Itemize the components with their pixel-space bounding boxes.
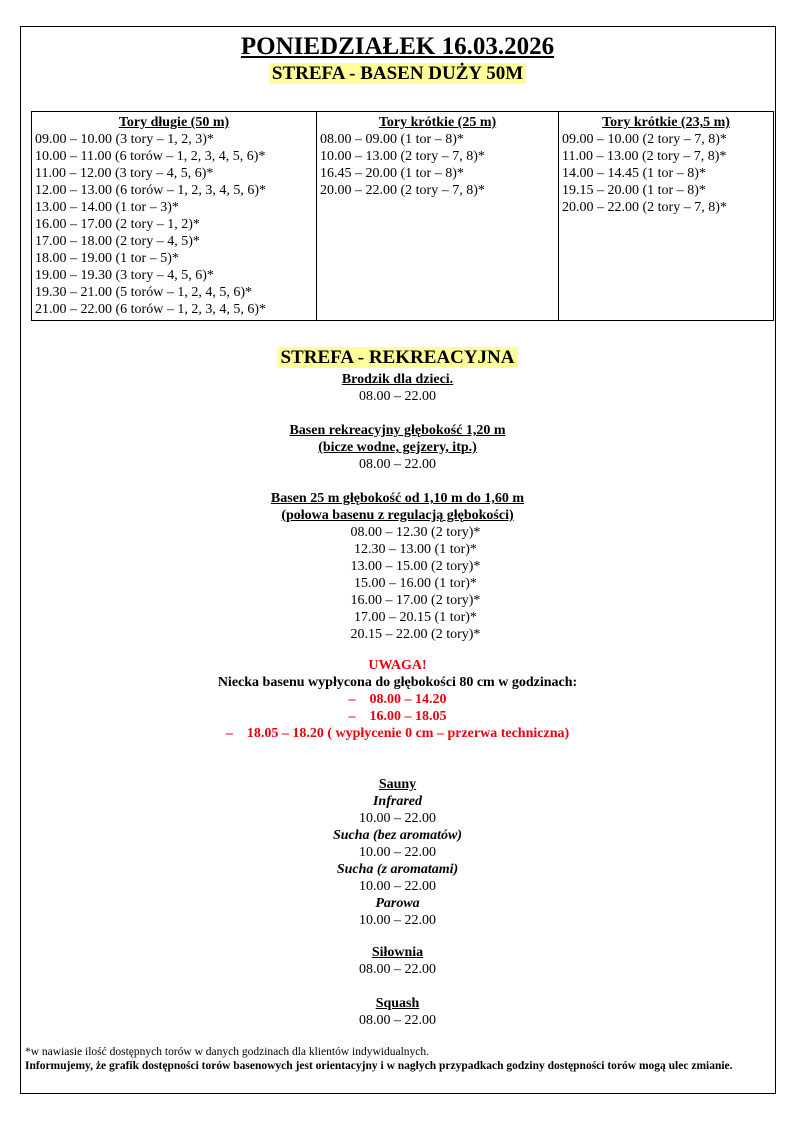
lane-row: 12.00 – 13.00 (6 torów – 1, 2, 3, 4, 5, 6)*: [35, 183, 266, 198]
section-title: Basen 25 m głębokość od 1,10 m do 1,60 m: [270, 491, 525, 506]
brodzik-section: [0, 371, 795, 405]
lane-row: 19.30 – 21.00 (5 torów – 1, 2, 4, 5, 6)*: [35, 285, 252, 300]
lane-row: 16.00 – 17.00 (2 tory)*: [350, 593, 481, 608]
section-hours: 08.00 – 22.00: [359, 457, 436, 472]
lane-row: 18.00 – 19.00 (1 tor – 5)*: [35, 251, 179, 266]
lane-row: 12.30 – 13.00 (1 tor)*: [354, 542, 477, 557]
pool-25m-section: [0, 490, 795, 643]
section-hours: 08.00 – 22.00: [359, 962, 436, 977]
lane-row: 08.00 – 09.00 (1 tor – 8)*: [320, 132, 464, 147]
sauna-name: Sucha (z aromatami): [336, 862, 459, 877]
section-hours: 10.00 – 22.00: [359, 913, 436, 928]
zone-heading-pool-50m: [0, 62, 795, 86]
lane-row: 21.00 – 22.00 (6 torów – 1, 2, 3, 4, 5, 6)*: [35, 302, 266, 317]
warning-title: UWAGA!: [368, 658, 427, 673]
lanes-column-short-25: [317, 112, 559, 321]
lane-row: 20.00 – 22.00 (2 tory – 7, 8)*: [320, 183, 485, 198]
warning-section: [0, 657, 795, 742]
lane-row: 17.00 – 20.15 (1 tor)*: [354, 610, 477, 625]
lane-row: 19.15 – 20.00 (1 tor – 8)*: [562, 183, 706, 198]
footnote: [25, 1045, 775, 1073]
lane-row: 08.00 – 12.30 (2 tory)*: [350, 525, 481, 540]
section-title: Brodzik dla dzieci.: [341, 372, 454, 387]
lane-row: 10.00 – 11.00 (6 torów – 1, 2, 3, 4, 5, 6)*: [35, 149, 266, 164]
lane-row: 11.00 – 13.00 (2 tory – 7, 8)*: [562, 149, 727, 164]
lane-row: 15.00 – 16.00 (1 tor)*: [354, 576, 477, 591]
lanes-table: [31, 111, 774, 321]
section-hours: 10.00 – 22.00: [359, 879, 436, 894]
lane-row: 16.00 – 17.00 (2 tory – 1, 2)*: [35, 217, 200, 232]
column-header: Tory długie (50 m): [118, 115, 230, 130]
recreation-pool-section: [0, 422, 795, 473]
section-subtitle: (bicze wodne, gejzery, itp.): [318, 440, 477, 455]
section-hours: 10.00 – 22.00: [359, 845, 436, 860]
warning-row: – 18.05 – 18.20 ( wypłycenie 0 cm – przerwa techniczna): [225, 726, 570, 741]
lane-row: 13.00 – 14.00 (1 tor – 3)*: [35, 200, 179, 215]
section-title: Siłownia: [371, 945, 424, 960]
section-hours: 10.00 – 22.00: [359, 811, 436, 826]
zone-heading-text: STREFA - REKREACYJNA: [277, 347, 517, 368]
sauna-name: Infrared: [372, 794, 422, 809]
lane-row: 20.00 – 22.00 (2 tory – 7, 8)*: [562, 200, 727, 215]
section-title: Squash: [375, 996, 420, 1011]
footnote-lanes: *w nawiasie ilość dostępnych torów w danych godzinach dla klientów indywidualnych.: [25, 1046, 430, 1058]
section-subtitle: (połowa basenu z regulacją głębokości): [281, 508, 514, 523]
lane-row: 11.00 – 12.00 (3 tory – 4, 5, 6)*: [35, 166, 214, 181]
lane-row: 19.00 – 19.30 (3 tory – 4, 5, 6)*: [35, 268, 214, 283]
section-title: Sauny: [378, 777, 417, 792]
warning-row: – 16.00 – 18.05: [348, 709, 447, 724]
lane-row: 20.15 – 22.00 (2 tory)*: [350, 627, 481, 642]
zone-heading-recreation: [0, 346, 795, 370]
lanes-column-short-23-5: [559, 112, 774, 321]
footnote-info: Informujemy, że grafik dostępności torów basenowych jest orientacyjny i w nagłych przypadkach godziny dostępności torów mogą ulec zmianie.: [25, 1060, 733, 1072]
lane-row: 09.00 – 10.00 (2 tory – 7, 8)*: [562, 132, 727, 147]
section-title: Basen rekreacyjny głębokość 1,20 m: [289, 423, 506, 438]
lane-row: 09.00 – 10.00 (3 tory – 1, 2, 3)*: [35, 132, 214, 147]
lane-row: 10.00 – 13.00 (2 tory – 7, 8)*: [320, 149, 485, 164]
lane-row: 17.00 – 18.00 (2 tory – 4, 5)*: [35, 234, 200, 249]
column-header: Tory krótkie (23,5 m): [602, 115, 730, 130]
lane-row: 16.45 – 20.00 (1 tor – 8)*: [320, 166, 464, 181]
sauna-section: [0, 776, 795, 929]
gym-section: [0, 944, 795, 978]
sauna-name: Sucha (bez aromatów): [332, 828, 463, 843]
warning-text: Niecka basenu wypłycona do głębokości 80 cm w godzinach:: [217, 675, 578, 690]
squash-section: [0, 995, 795, 1029]
section-hours: 08.00 – 22.00: [359, 1013, 436, 1028]
page-title: PONIEDZIAŁEK 16.03.2026: [240, 33, 555, 60]
lane-row: 13.00 – 15.00 (2 tory)*: [350, 559, 481, 574]
column-header: Tory krótkie (25 m): [378, 115, 497, 130]
section-hours: 08.00 – 22.00: [359, 389, 436, 404]
sauna-name: Parowa: [375, 896, 420, 911]
lane-row: 14.00 – 14.45 (1 tor – 8)*: [562, 166, 706, 181]
lanes-column-long: [32, 112, 317, 321]
zone-heading-text: STREFA - BASEN DUŻY 50M: [269, 63, 526, 84]
warning-row: – 08.00 – 14.20: [348, 692, 447, 707]
